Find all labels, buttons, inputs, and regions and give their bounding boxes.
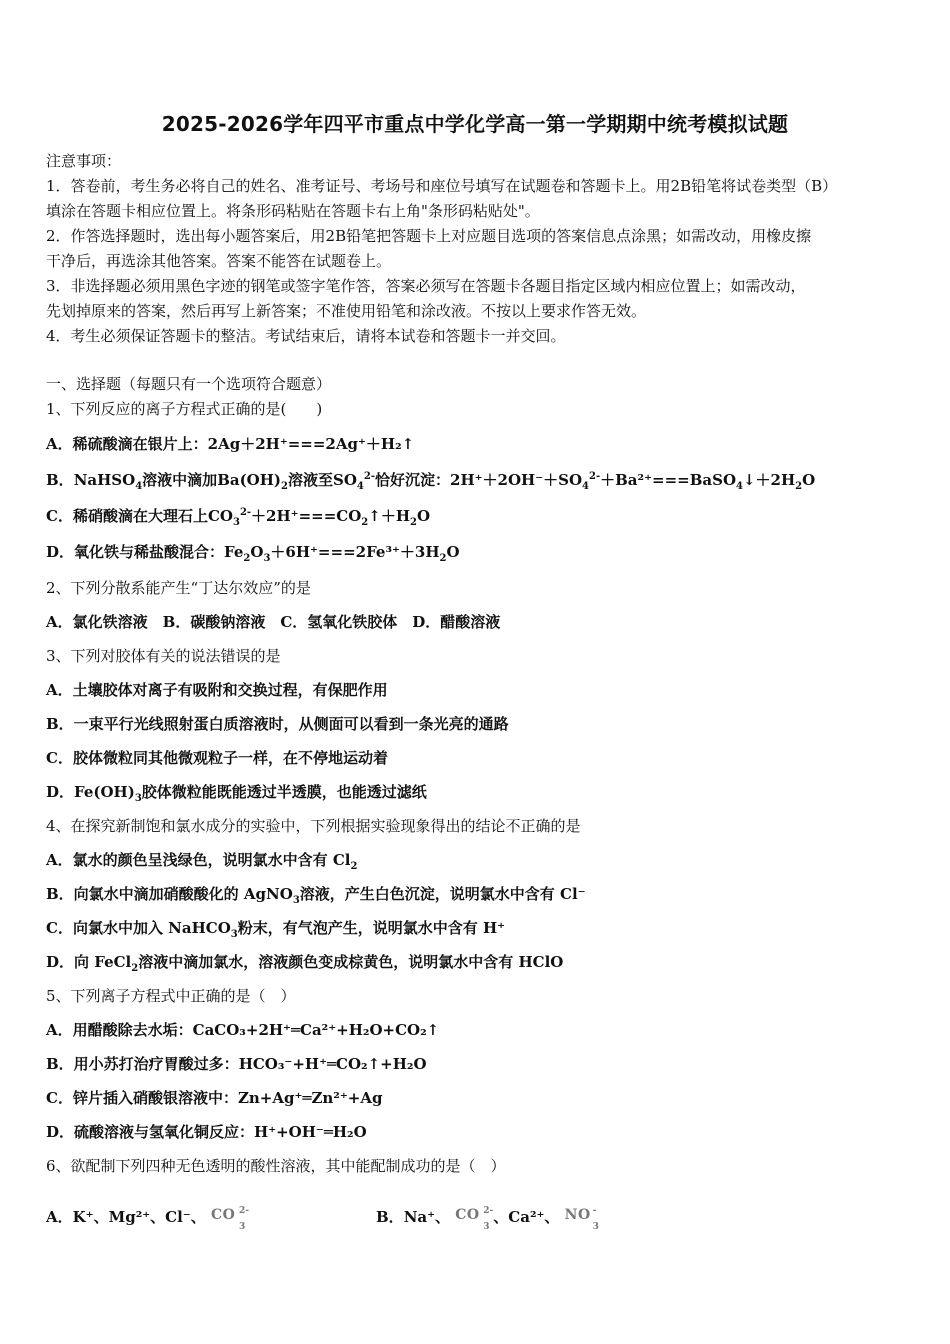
question-2-stem: 2、下列分散系能产生“丁达尔效应”的是 <box>46 579 311 597</box>
question-5-option-b: B．用小苏打治疗胃酸过多：HCO₃⁻+H⁺═CO₂↑+H₂O <box>46 1055 427 1073</box>
question-6-option-a: A．K⁺、Mg²⁺、Cl⁻、 CO 2- 3 <box>46 1200 366 1228</box>
question-4-option-d: D．向 FeCl$_2$溶液中滴加氯水，溶液颜色变成棕黄色，说明氯水中含有 HClO <box>46 953 564 974</box>
notice-line-1: 1．答卷前，考生务必将自己的姓名、准考证号、考场号和座位号填写在试题卷和答题卡上。用2B铅笔将试卷类型（B） <box>46 177 838 195</box>
question-1-option-c: C．稀硝酸滴在大理石上$CO_3^{2-}+2H^+===CO_2↑+H_2O$ <box>46 507 431 528</box>
question-1-option-a: A．稀硫酸滴在银片上：2Ag＋2H⁺===2Ag⁺＋H₂↑ <box>46 435 415 453</box>
question-2-options: A．氯化铁溶液 B．碳酸钠溶液 C．氢氧化铁胶体 D．醋酸溶液 <box>46 613 501 631</box>
question-5-stem: 5、下列离子方程式中正确的是（ ） <box>46 987 296 1005</box>
question-4-option-a: A．氯水的颜色呈浅绿色，说明氯水中含有 $Cl_2$ <box>46 851 358 872</box>
question-5-option-a: A．用醋酸除去水垢：CaCO₃+2H⁺═Ca²⁺+H₂O+CO₂↑ <box>46 1021 440 1039</box>
notice-line-4: 干净后，再选涂其他答案。答案不能答在试题卷上。 <box>46 252 392 270</box>
question-5-option-d: D．硫酸溶液与氢氧化铜反应：H⁺+OH⁻═H₂O <box>46 1123 367 1141</box>
question-5-option-c: C．锌片插入硝酸银溶液中：Zn+Ag⁺═Zn²⁺+Ag <box>46 1089 383 1107</box>
question-4-stem: 4、在探究新制饱和氯水成分的实验中，下列根据实验现象得出的结论不正确的是 <box>46 817 581 835</box>
question-3-stem: 3、下列对胶体有关的说法错误的是 <box>46 647 281 665</box>
notice-line-2: 填涂在答题卡相应位置上。将条形码粘贴在答题卡右上角"条形码粘贴处"。 <box>46 202 540 220</box>
carbonate-ion-image: CO 2- 3 <box>210 1206 249 1232</box>
notice-heading: 注意事项： <box>46 152 122 170</box>
question-6-stem: 6、欲配制下列四种无色透明的酸性溶液，其中能配制成功的是（ ） <box>46 1157 506 1175</box>
question-3-option-a: A．土壤胶体对离子有吸附和交换过程，有保肥作用 <box>46 681 388 699</box>
notice-line-6: 先划掉原来的答案，然后再写上新答案；不准使用铅笔和涂改液。不按以上要求作答无效。 <box>46 302 647 320</box>
question-1-stem: 1、下列反应的离子方程式正确的是( ) <box>46 400 323 418</box>
question-6-option-b: B．Na⁺、 CO 2- 3 、Ca²⁺、 NO - 3 <box>376 1200 816 1228</box>
question-3-option-d: D．$Fe(OH)_3$胶体微粒能既能透过半透膜，也能透过滤纸 <box>46 783 427 804</box>
question-4-option-c: C．向氯水中加入 NaHCO$_3$粉末，有气泡产生，说明氯水中含有 H⁺ <box>46 919 506 940</box>
notice-line-3: 2．作答选择题时，选出每小题答案后，用2B铅笔把答题卡上对应题目选项的答案信息点涂黑；如需改动，用橡皮擦 <box>46 227 812 245</box>
notice-line-7: 4．考生必须保证答题卡的整洁。考试结束后，请将本试卷和答题卡一并交回。 <box>46 327 566 345</box>
nitrate-ion-image: NO - 3 <box>564 1206 599 1232</box>
question-1-option-b: B．NaHSO$_4$溶液中滴加$Ba(OH)_2$溶液至$SO_4^{2-}$恰好沉淀：$2H^++2OH^-+SO_4^{2-}+Ba^{2+}===BaSO_4↓+2H_2O$ <box>46 471 816 492</box>
carbonate-ion-image: CO 2- 3 <box>455 1206 494 1232</box>
question-3-option-c: C．胶体微粒同其他微观粒子一样，在不停地运动着 <box>46 749 388 767</box>
notice-line-5: 3．非选择题必须用黑色字迹的钢笔或签字笔作答，答案必须写在答题卡各题目指定区域内相应位置上；如需改动， <box>46 277 806 295</box>
question-4-option-b: B．向氯水中滴加硝酸酸化的 AgNO$_3$溶液，产生白色沉淀，说明氯水中含有 Cl⁻ <box>46 885 586 906</box>
question-1-option-d: D．氧化铁与稀盐酸混合：$Fe_2O_3+6H^+===2Fe^{3+}+3H_2O$ <box>46 543 460 564</box>
question-3-option-b: B．一束平行光线照射蛋白质溶液时，从侧面可以看到一条光亮的通路 <box>46 715 509 733</box>
page-title: 2025-2026学年四平市重点中学化学高一第一学期期中统考模拟试题 <box>161 112 789 136</box>
section-heading: 一、选择题（每题只有一个选项符合题意） <box>46 375 332 393</box>
